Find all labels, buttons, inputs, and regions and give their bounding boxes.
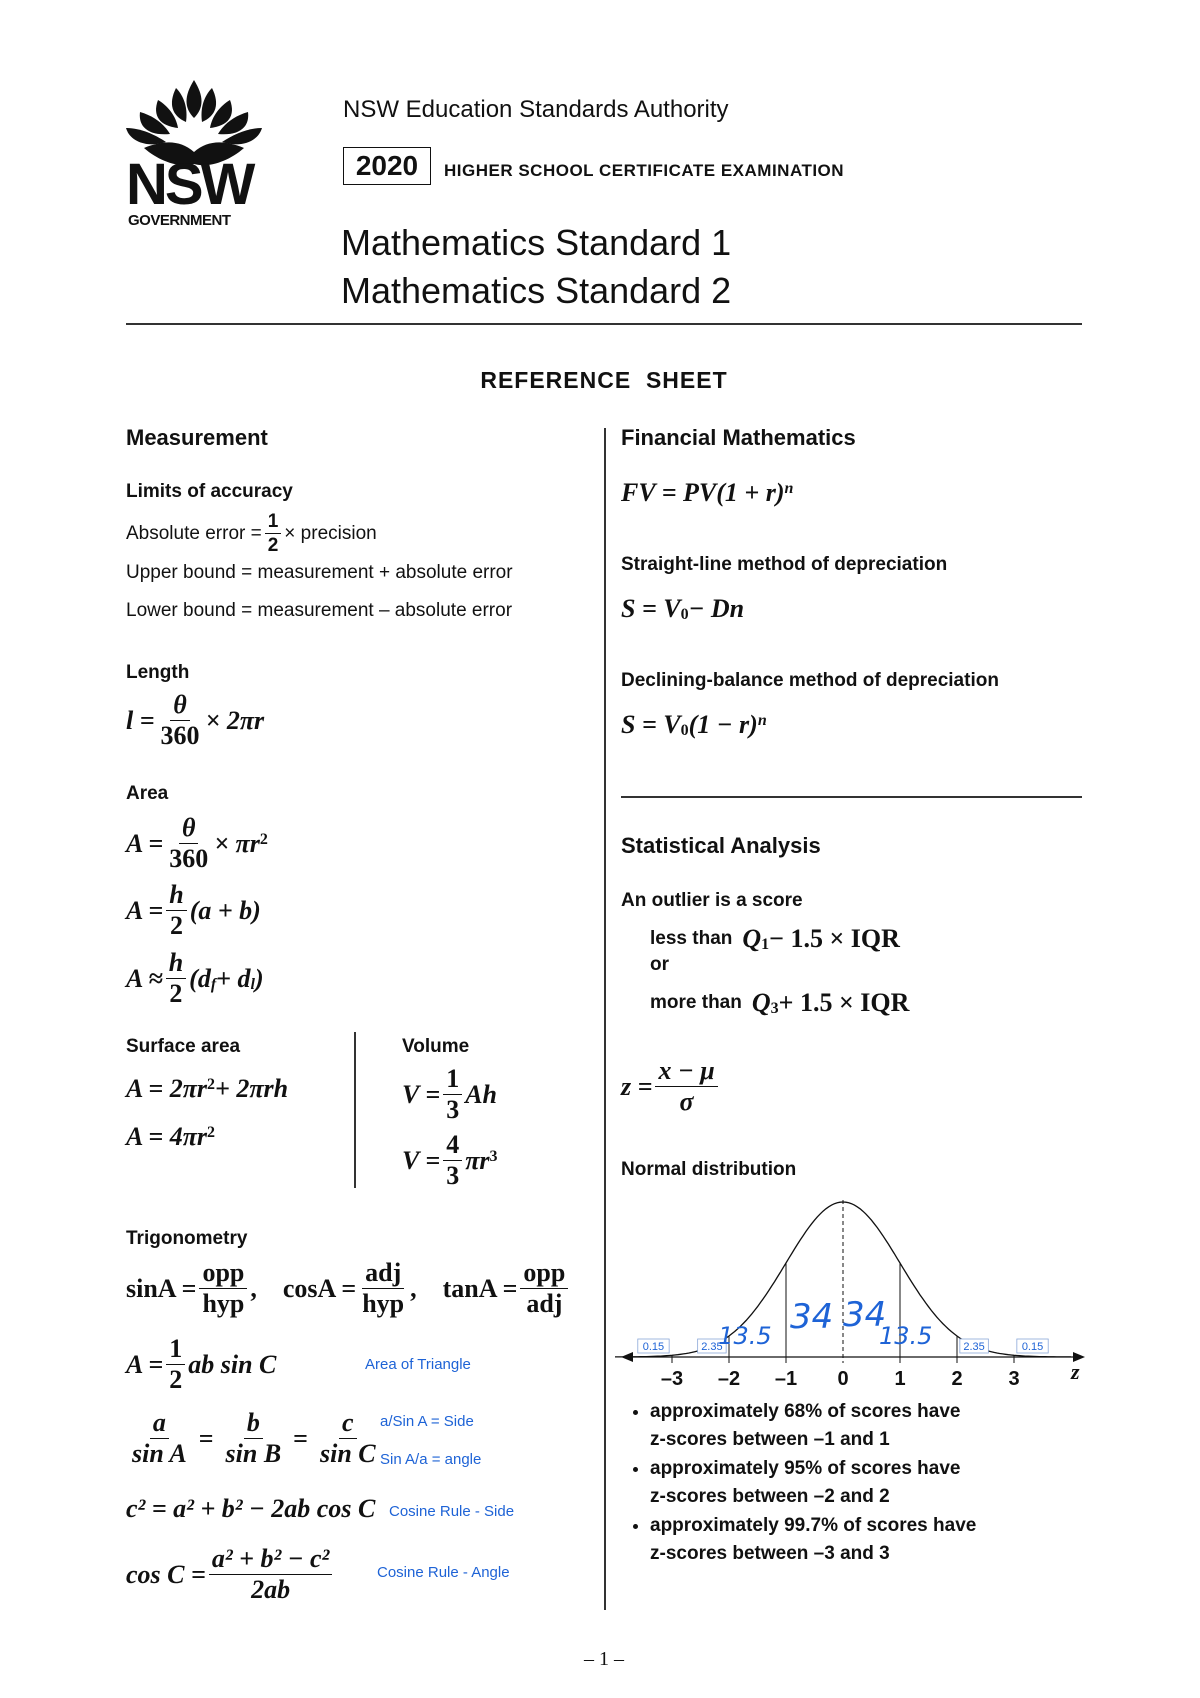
h-over-2-trap — [166, 950, 186, 1007]
trapezoidal-rule-formula — [126, 950, 264, 1007]
q1-tail: − 1.5 × IQR — [769, 924, 900, 953]
ab-sin-c: ab sin C — [188, 1349, 277, 1379]
more-than: more than — [650, 992, 742, 1013]
theta-over-360 — [158, 692, 203, 749]
handwritten-label: 34 — [790, 1297, 834, 1337]
trigonometry-heading: Trigonometry — [126, 1228, 248, 1249]
cube: 3 — [489, 1147, 498, 1165]
s-dec: S = V — [621, 710, 681, 739]
comma1: , — [250, 1273, 257, 1303]
c-sinC — [317, 1410, 379, 1467]
half-numerator: 1 — [265, 512, 282, 534]
abs-error-prefix: Absolute error = — [126, 522, 262, 544]
measurement-heading: Measurement — [126, 425, 268, 450]
tick-label: –3 — [660, 1368, 684, 1390]
fv: FV = PV(1 + r) — [621, 478, 785, 507]
surface-volume-divider — [354, 1032, 356, 1188]
outlier-intro: An outlier is a score — [621, 890, 803, 911]
sa2: A = 4πr — [126, 1122, 208, 1151]
sinB-den: sin B — [225, 1439, 282, 1468]
q1: Q — [742, 924, 762, 953]
cosine-rule-formula: c² = a² + b² − 2ab cos C — [126, 1494, 376, 1523]
bullet-997-line2: z-scores between –3 and 3 — [650, 1543, 890, 1564]
sine-side-note: a/Sin A = Side — [380, 1413, 474, 1430]
plus-d: + d — [216, 963, 251, 993]
cosA-eq: cosA = — [282, 1273, 357, 1303]
surface-area-heading: Surface area — [126, 1036, 241, 1057]
one-tri: 1 — [166, 1336, 185, 1365]
bullet-68-line2: z-scores between –1 and 1 — [650, 1429, 890, 1450]
q3: Q — [751, 988, 771, 1017]
two-tri: 2 — [169, 1365, 183, 1394]
z-eq: z = — [621, 1071, 653, 1101]
less-than: less than — [650, 928, 733, 949]
opp-adj — [520, 1260, 568, 1317]
straight-line-heading: Straight-line method of depreciation — [621, 554, 948, 575]
z-score-formula — [621, 1058, 721, 1115]
theta-over-360-area — [166, 815, 211, 872]
financial-divider — [621, 796, 1082, 798]
hyp: hyp — [202, 1289, 245, 1318]
sinA-eq: sinA = — [126, 1273, 197, 1303]
adj2: adj — [526, 1289, 563, 1318]
close-paren: ) — [254, 963, 264, 993]
h: h — [166, 882, 186, 911]
z-fraction — [655, 1058, 717, 1115]
cos-num: a² + b² − c² — [209, 1546, 333, 1575]
length-heading: Length — [126, 662, 190, 683]
half-tri — [166, 1336, 185, 1393]
x-mu: x − μ — [655, 1058, 717, 1087]
l-sub: l — [250, 975, 255, 993]
a-sinA — [129, 1410, 190, 1467]
q1-sub: 1 — [761, 936, 770, 953]
comma2: , — [410, 1273, 417, 1303]
c: c — [339, 1410, 357, 1439]
minus-dn: − Dn — [688, 594, 745, 623]
q3-sub: 3 — [770, 1000, 779, 1017]
financial-heading: Financial Mathematics — [621, 425, 856, 450]
sq: 2 — [259, 830, 268, 848]
cos-fraction — [209, 1546, 333, 1603]
volume-heading: Volume — [402, 1036, 470, 1057]
A-approx: A ≈ — [126, 963, 163, 993]
exam-year-box: 2020 — [343, 147, 431, 185]
tick-label: –2 — [717, 1368, 741, 1390]
axis-left-arrow — [621, 1352, 633, 1362]
b: b — [244, 1410, 263, 1439]
v-zero-dec: 0 — [680, 722, 689, 739]
v-zero: 0 — [680, 606, 689, 623]
handwritten-label: 13.5 — [878, 1322, 933, 1350]
percent-label: 2.35 — [963, 1341, 985, 1353]
opp-hyp — [199, 1260, 247, 1317]
d360-area: 360 — [169, 844, 209, 873]
A-eq-tri: A = — [126, 1349, 164, 1379]
bullet-95-line1: approximately 95% of scores have — [650, 1458, 961, 1479]
exam-name: HIGHER SCHOOL CERTIFICATE EXAMINATION — [444, 161, 845, 180]
A-eq: A = — [126, 828, 164, 858]
bullet-997 — [650, 1512, 1070, 1568]
tick-label: 0 — [837, 1368, 849, 1390]
eq2: = — [293, 1423, 308, 1453]
two: 2 — [169, 911, 183, 940]
future-value-formula — [621, 478, 793, 508]
triangle-area-formula — [126, 1336, 276, 1393]
fv-n: n — [784, 480, 794, 497]
one-third — [443, 1066, 462, 1123]
a: a — [150, 1410, 169, 1439]
three-sphere: 3 — [446, 1161, 460, 1190]
title-standard-2: Mathematics Standard 2 — [341, 270, 732, 311]
sinA-den: sin A — [132, 1439, 187, 1468]
bullet-997-line1: approximately 99.7% of scores have — [650, 1515, 977, 1536]
times-pir: × πr — [214, 828, 260, 858]
times-2pir: × 2πr — [205, 705, 265, 735]
cosC-eq: cos C = — [126, 1559, 206, 1589]
title-standard-1: Mathematics Standard 1 — [341, 222, 732, 263]
limits-heading: Limits of accuracy — [126, 481, 293, 502]
hyp2: hyp — [362, 1289, 405, 1318]
statistics-heading: Statistical Analysis — [621, 833, 821, 858]
axis-var-label: z — [1071, 1359, 1080, 1384]
A-eq-trap: A = — [126, 895, 164, 925]
normal-distribution-curve — [615, 1180, 1095, 1390]
b-sinB — [223, 1410, 285, 1467]
percent-label: 0.15 — [642, 1341, 665, 1353]
tick-label: 1 — [894, 1368, 906, 1390]
f-sub: f — [210, 975, 217, 993]
bullet-95 — [650, 1455, 1070, 1511]
Ah: Ah — [465, 1079, 497, 1109]
sphere-sa-formula — [126, 1122, 215, 1152]
abs-error-suffix: × precision — [284, 522, 377, 544]
d360: 360 — [160, 721, 200, 750]
sine-angle-note: Sin A/a = angle — [380, 1451, 482, 1468]
s-line: S = V — [621, 594, 681, 623]
handwritten-label: 13.5 — [718, 1322, 772, 1350]
trapezium-area-formula — [126, 882, 261, 939]
two-trap: 2 — [169, 979, 183, 1008]
outlier-less-than — [650, 924, 900, 954]
straight-line-formula — [621, 594, 744, 624]
sa2-sq: 2 — [207, 1124, 216, 1141]
sine-rule-formula — [126, 1410, 382, 1467]
V-eq: V = — [402, 1079, 441, 1109]
d-open: (d — [189, 963, 211, 993]
adj: adj — [362, 1260, 404, 1289]
area-heading: Area — [126, 783, 169, 804]
bullet-68 — [650, 1398, 1070, 1454]
sinC-den: sin C — [320, 1439, 376, 1468]
lower-bound-text: Lower bound = measurement – absolute error — [126, 600, 513, 621]
four-thirds — [443, 1132, 462, 1189]
bullet-95-line2: z-scores between –2 and 2 — [650, 1486, 890, 1507]
theta-area: θ — [179, 815, 199, 844]
sphere-volume-formula — [402, 1132, 498, 1189]
cosine-side-note: Cosine Rule - Side — [389, 1503, 515, 1520]
normal-distribution-heading: Normal distribution — [621, 1159, 797, 1180]
theta: θ — [170, 692, 190, 721]
dec-n: n — [757, 712, 767, 729]
V-eq-sphere: V = — [402, 1145, 441, 1175]
pyramid-volume-formula — [402, 1066, 497, 1123]
percent-label: 2.35 — [701, 1341, 723, 1353]
declining-balance-heading: Declining-balance method of depreciation — [621, 670, 999, 691]
nsw-logo-text: NSW — [126, 152, 253, 217]
nsw-logo-subtext: GOVERNMENT — [128, 212, 231, 229]
declining-balance-formula — [621, 710, 767, 740]
sa1-tail: + 2πrh — [215, 1074, 289, 1103]
bullet-68-line1: approximately 68% of scores have — [650, 1401, 961, 1422]
l-eq: l = — [126, 705, 155, 735]
pir: πr — [465, 1145, 490, 1175]
outlier-or: or — [650, 954, 669, 975]
a-plus-b: (a + b) — [189, 895, 261, 925]
upper-bound-text: Upper bound = measurement + absolute error — [126, 562, 513, 583]
absolute-error-formula — [126, 512, 377, 555]
trig-ratios-formula — [126, 1260, 571, 1317]
q3-tail: + 1.5 × IQR — [778, 988, 910, 1017]
dec-tail: (1 − r) — [688, 710, 758, 739]
page-number: – 1 – — [584, 1648, 624, 1670]
reference-sheet-title: REFERENCE SHEET — [480, 367, 728, 393]
percent-label: 0.15 — [1021, 1341, 1044, 1353]
h-trap: h — [166, 950, 186, 979]
area-of-triangle-note: Area of Triangle — [365, 1356, 471, 1373]
cosine-angle-formula — [126, 1546, 335, 1603]
normal-bullets — [620, 1398, 1070, 1569]
opp2: opp — [520, 1260, 568, 1289]
cos-den: 2ab — [251, 1575, 291, 1604]
handwritten-label: 34 — [843, 1295, 887, 1335]
sa1: A = 2πr — [126, 1074, 208, 1103]
sa1-sq: 2 — [207, 1076, 216, 1093]
one: 1 — [443, 1066, 462, 1095]
authority-name: NSW Education Standards Authority — [343, 96, 729, 123]
eq1: = — [198, 1423, 214, 1453]
tick-label: 3 — [1008, 1368, 1020, 1390]
tanA-eq: tanA = — [442, 1273, 518, 1303]
adj-hyp — [359, 1260, 407, 1317]
h-over-2 — [166, 882, 186, 939]
header-divider — [126, 323, 1082, 325]
sigma: σ — [679, 1087, 694, 1116]
arc-length-formula — [126, 692, 264, 749]
cosine-angle-note: Cosine Rule - Angle — [377, 1564, 510, 1581]
sector-area-formula — [126, 815, 268, 872]
tick-label: 2 — [951, 1368, 963, 1390]
column-divider — [604, 428, 606, 1610]
opp: opp — [199, 1260, 247, 1289]
four: 4 — [443, 1132, 462, 1161]
three: 3 — [446, 1095, 460, 1124]
cylinder-sa-formula — [126, 1074, 288, 1104]
outlier-more-than — [650, 988, 909, 1018]
half-denominator: 2 — [267, 535, 279, 556]
tick-label: –1 — [774, 1368, 798, 1390]
half-fraction — [265, 512, 282, 555]
